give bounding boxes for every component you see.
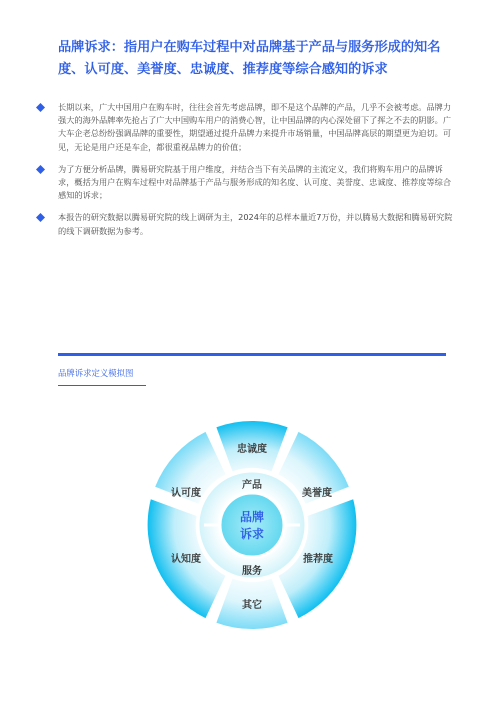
bullet-text: 为了方便分析品牌，腾易研究院基于用户维度，并结合当下有关品牌的主流定义，我们将购车用户的品牌诉求，概括为用户在购车过程中对品牌基于产品与服务形成的知名度、认可度、美誉度、忠诚度、推荐度等综合感知的诉求； <box>58 163 452 201</box>
inner-label-service: 服务 <box>242 566 262 577</box>
bullet-item <box>36 211 454 237</box>
segment-label-lower-left: 认知度 <box>171 554 201 565</box>
bullet-item <box>36 101 454 154</box>
segment-label-top: 忠诚度 <box>237 444 267 455</box>
section-divider <box>58 353 446 356</box>
center-label-line1: 品牌 <box>239 510 265 524</box>
segment-label-lower-right: 推荐度 <box>303 554 333 565</box>
page-title: 品牌诉求：指用户在购车过程中对品牌基于产品与服务形成的知名度、认可度、美誉度、忠诚度、推荐度等综合感知的诉求 <box>58 40 441 77</box>
diamond-icon <box>36 103 45 112</box>
brand-appeal-diagram <box>120 412 384 630</box>
figure-title-underline <box>58 385 146 386</box>
bullet-item <box>36 163 454 203</box>
segment-label-upper-right: 美誉度 <box>302 488 332 499</box>
diamond-icon <box>36 213 45 222</box>
segment-label-upper-left: 认可度 <box>171 488 201 499</box>
bullet-list <box>36 101 454 247</box>
bullet-text: 本报告的研究数据以腾易研究院的线上调研为主，2024年的总样本量近7万份，并以腾易大数据和腾易研究院的线下调研数据为参考。 <box>58 212 453 236</box>
figure-title: 品牌诉求定义模拟图 <box>58 368 134 378</box>
center-label-line2: 诉求 <box>239 527 265 541</box>
diamond-icon <box>36 165 45 174</box>
bullet-text: 长期以来，广大中国用户在购车时，往往会首先考虑品牌，即不是这个品牌的产品，几乎不会被考虑。品牌力强大的海外品牌率先抢占了广大中国购车用户的消费心智，让中国品牌的内心深处留下了挥之不去的阴影。广大车企老总纷纷强调品牌的重要性，期望通过提升品牌力来提升市场销量，中国品牌高层的期望更为迫切。可见，无论是用户还是车企，都很重视品牌力的价值； <box>58 102 452 152</box>
core-circle <box>220 493 284 557</box>
segment-label-bottom: 其它 <box>242 600 262 611</box>
inner-label-product: 产品 <box>242 480 262 491</box>
